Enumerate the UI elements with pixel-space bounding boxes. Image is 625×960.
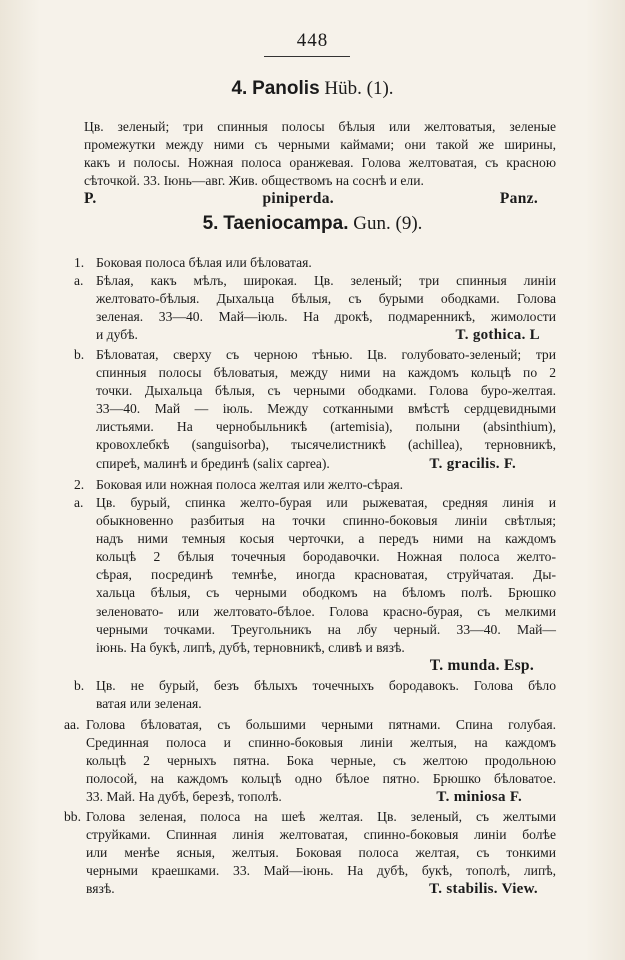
section-5-number: 5. [202, 213, 219, 234]
text-line: Голова бѣловатая, съ большими черными пятнами. Спина голубая. [86, 717, 556, 732]
text-line: хальца бѣлыя, съ черными ободкомъ на бѣломъ полѣ. Брюшко [96, 585, 556, 601]
item-label: b. [74, 678, 85, 693]
text-line [96, 326, 556, 344]
text-line: ватая или зеленая. [96, 696, 202, 712]
text-line: желтовато-бѣлыя. Дыхальца бѣлыя, съ бурыми ободками. Голова [96, 291, 556, 307]
item-label: b. [74, 347, 85, 362]
text-line: кровохлебкѣ (sanguisorba), тысячелистникѣ (achillea), терновникѣ, [96, 437, 556, 453]
text-line: Срединная полоса и спинно-боковыя линіи желтыя, на каждомъ [86, 735, 556, 751]
text-line: зеленовато- или желтовато-бѣлое. Голова красно-бурая, съ мелкими [96, 603, 556, 619]
section-5-genus: Taeniocampa. [223, 213, 349, 234]
text-line: кольцѣ 2 бѣлыя точечныя бородавочки. Ножная полоса желто- [96, 549, 556, 565]
section-5-count: (9). [395, 213, 423, 234]
text-line: сѣточкой. 33. Іюнь—авг. Жив. обществомъ на соснѣ и ели. [84, 173, 424, 189]
text-line: или менѣе ясныя, желтыя. Боковая полоса желтая, съ тонкими [86, 845, 556, 861]
species-name: T. gothica. L [455, 327, 540, 344]
text-line-part: вязѣ. [86, 881, 115, 897]
species-name: T. gracilis. F. [429, 455, 516, 472]
section-5-heading [0, 213, 625, 235]
text-line: какъ и полосы. Ножная полоса оранжевая. Голова желтоватая, съ красною [84, 155, 556, 171]
text-line: Бѣлая, какъ мѣлъ, широкая. Цв. зеленый; три спинныя линіи [96, 273, 556, 288]
text-line: сѣрая, посрединѣ темнѣе, иногда красноватая, струйчатая. Ды- [96, 567, 556, 583]
text-line: Боковая полоса бѣлая или бѣловатая. [96, 255, 312, 270]
section-4-heading [0, 78, 625, 100]
text-line: Цв. зеленый; три спинныя полосы бѣлыя или желтоватыя, зеленые [84, 119, 556, 134]
species-name: T. miniosa F. [436, 789, 522, 806]
section-4-count: (1). [366, 78, 394, 99]
text-line: 33—40. Май — іюль. Между сотканными вмѣстѣ сердцевидными [96, 401, 556, 417]
text-line-part: спиреѣ, малинѣ и брединѣ (salix caprea). [96, 455, 330, 471]
section-4-author: Hüb. [324, 78, 362, 99]
text-line: полосой, на каждомъ кольцѣ одно бѣлое пятно. Брюшко бѣловатое. [86, 771, 556, 787]
item-label: 2. [74, 477, 85, 492]
text-line [86, 788, 556, 806]
text-line: точки. Дыхальца бѣлыя, съ черными ободками. Голова буро-желтая. [96, 383, 556, 399]
text-line: струйками. Спинная линія желтоватая, спинно-боковыя линіи болѣе [86, 827, 556, 843]
text-line: Цв. бурый, спинка желто-бурая или рыжеватая, средняя линія и [96, 495, 556, 510]
item-label: a. [74, 273, 84, 288]
species-name: T. stabilis. View. [429, 881, 538, 898]
text-line: Цв. не бурый, безъ бѣлыхъ точечныхъ бородавокъ. Голова бѣло [96, 678, 556, 693]
item-label: 1. [74, 255, 85, 270]
section-4-genus: Panolis [252, 78, 320, 99]
text-line: зеленая. 33—40. Май—іюль. На дрокѣ, подмаренникѣ, жимолости [96, 309, 556, 325]
section-4-description [84, 118, 556, 208]
text-line: промежутки между ними съ черными каймами; они такой же ширины, [84, 137, 556, 153]
text-line: листьями. На чернобыльникѣ (artemisia), полыни (absinthium), [96, 419, 556, 435]
text-line: Боковая или ножная полоса желтая или желто-сѣрая. [96, 477, 404, 492]
text-line: Голова зеленая, полоса на шеѣ желтая. Цв. зеленый, съ желтыми [86, 809, 556, 824]
text-line-part: и дубѣ. [96, 327, 138, 343]
page-number: 448 [296, 30, 329, 51]
section-5-author: Gun. [353, 213, 391, 234]
item-label: bb. [64, 809, 81, 824]
species-name: P. piniperda. Panz. [84, 190, 538, 208]
text-line: іюнь. На букѣ, липѣ, дубѣ, терновникѣ, сливѣ и вязѣ. [96, 639, 405, 655]
text-line: надъ ними темныя косыя черточки, а передъ ними на каждомъ [96, 531, 556, 547]
section-4-number: 4. [231, 78, 248, 99]
text-line [86, 880, 556, 898]
text-line: Бѣловатая, сверху съ черною тѣнью. Цв. голубовато-зеленый; три [96, 347, 556, 362]
text-line: черными точками. Треугольникъ на лбу черный. 33—40. Май— [96, 621, 556, 637]
page-number-rule [264, 56, 350, 57]
item-label: aa. [64, 717, 80, 732]
text-line: обыкновенно разбитыя на точки спинно-боковыя линіи свѣтлыя; [96, 513, 556, 529]
species-name: T. munda. Esp. [429, 656, 534, 674]
text-line: кольцѣ 2 черныхъ пятна. Бока черные, съ желтою продольною [86, 753, 556, 769]
item-label: a. [74, 495, 84, 510]
text-line: черными краешками. 33. Май—іюнь. На дубѣ, букѣ, тополѣ, липѣ, [86, 863, 556, 879]
text-line: спинныя полосы бѣловатыя, между ними на каждомъ кольцѣ по 2 [96, 365, 556, 381]
text-line-part: 33. Май. На дубѣ, березѣ, тополѣ. [86, 789, 282, 805]
text-line [96, 455, 556, 473]
